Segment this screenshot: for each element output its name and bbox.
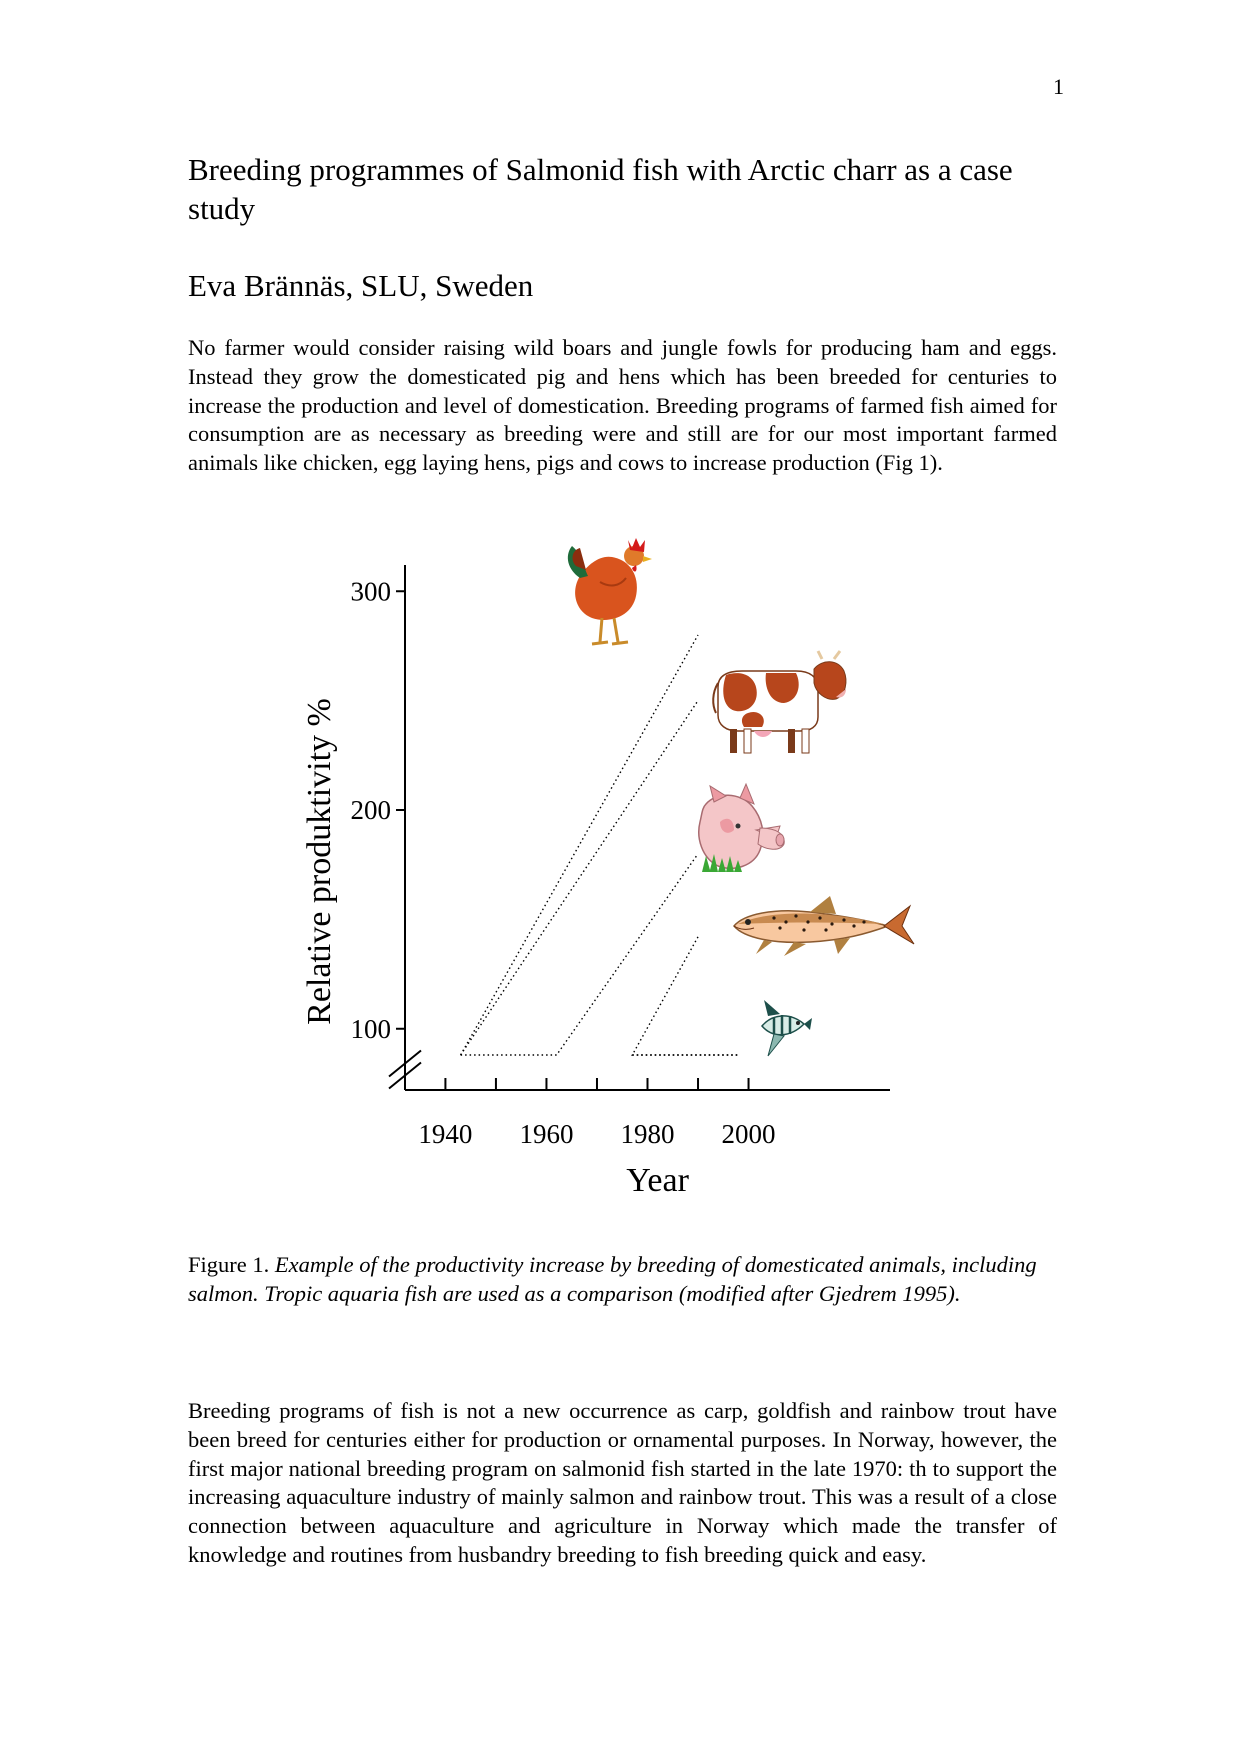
pig-icon (699, 784, 784, 872)
y-tick-label: 100 (350, 1013, 391, 1044)
chart-series (461, 635, 739, 1055)
aquaria-fish-icon (762, 1000, 812, 1056)
hen-icon (568, 538, 652, 644)
y-tick-label: 300 (350, 576, 391, 607)
series-line-hen (461, 635, 698, 1055)
x-tick-label: 1940 (418, 1119, 473, 1149)
chart-icons (568, 538, 914, 1056)
series-line-cow (461, 701, 698, 1055)
page-number: 1 (1053, 74, 1064, 99)
axis-break-mark (389, 1051, 421, 1077)
caption-text: Example of the productivity increase by breeding of domesticated animals, including salmon. Tropic aquaria fish are used as a comparison (modified after Gjedrem 1995). (188, 1252, 1037, 1306)
cow-icon (713, 651, 846, 753)
x-tick-label: 2000 (721, 1119, 776, 1149)
series-line-salmon (632, 937, 738, 1055)
x-tick-label: 1980 (620, 1119, 675, 1149)
caption-label: Figure 1. (188, 1252, 275, 1277)
series-line-pig (461, 854, 698, 1055)
chart-axes (301, 565, 890, 1199)
author-line: Eva Brännäs, SLU, Sweden (188, 268, 534, 303)
axis-break-mark (389, 1063, 421, 1089)
page-title: Breeding programmes of Salmonid fish with Arctic charr as a case study (188, 152, 1013, 226)
x-tick-label: 1960 (519, 1119, 574, 1149)
y-tick-label: 200 (350, 795, 391, 825)
figure-caption (188, 1251, 1068, 1309)
y-axis-title: Relative produktivity % (301, 698, 338, 1025)
intro-paragraph: No farmer would consider raising wild boars and jungle fowls for producing ham and eggs. Instead they grow the domesticated pig and hens which has been breeded for centuries to increase the production and level of domestication. Breeding programs of farmed fish aimed for consumption are as necessary as breeding were and still are for our most important farmed animals like chicken, egg laying hens, pigs and cows to increase production (Fig 1). (188, 335, 1057, 476)
x-axis-title: Year (626, 1162, 689, 1199)
body-paragraph: Breeding programs of fish is not a new occurrence as carp, goldfish and rainbow trout have been breed for centuries either for production or ornamental purposes. In Norway, however, the first major national breeding program on salmonid fish started in the late 1970: th to support the increasing aquaculture industry of mainly salmon and rainbow trout. This was a result of a close connection between aquaculture and agriculture in Norway which made the transfer of knowledge and routines from husbandry breeding to fish breeding quick and easy. (188, 1398, 1057, 1567)
salmon-icon (734, 896, 914, 956)
